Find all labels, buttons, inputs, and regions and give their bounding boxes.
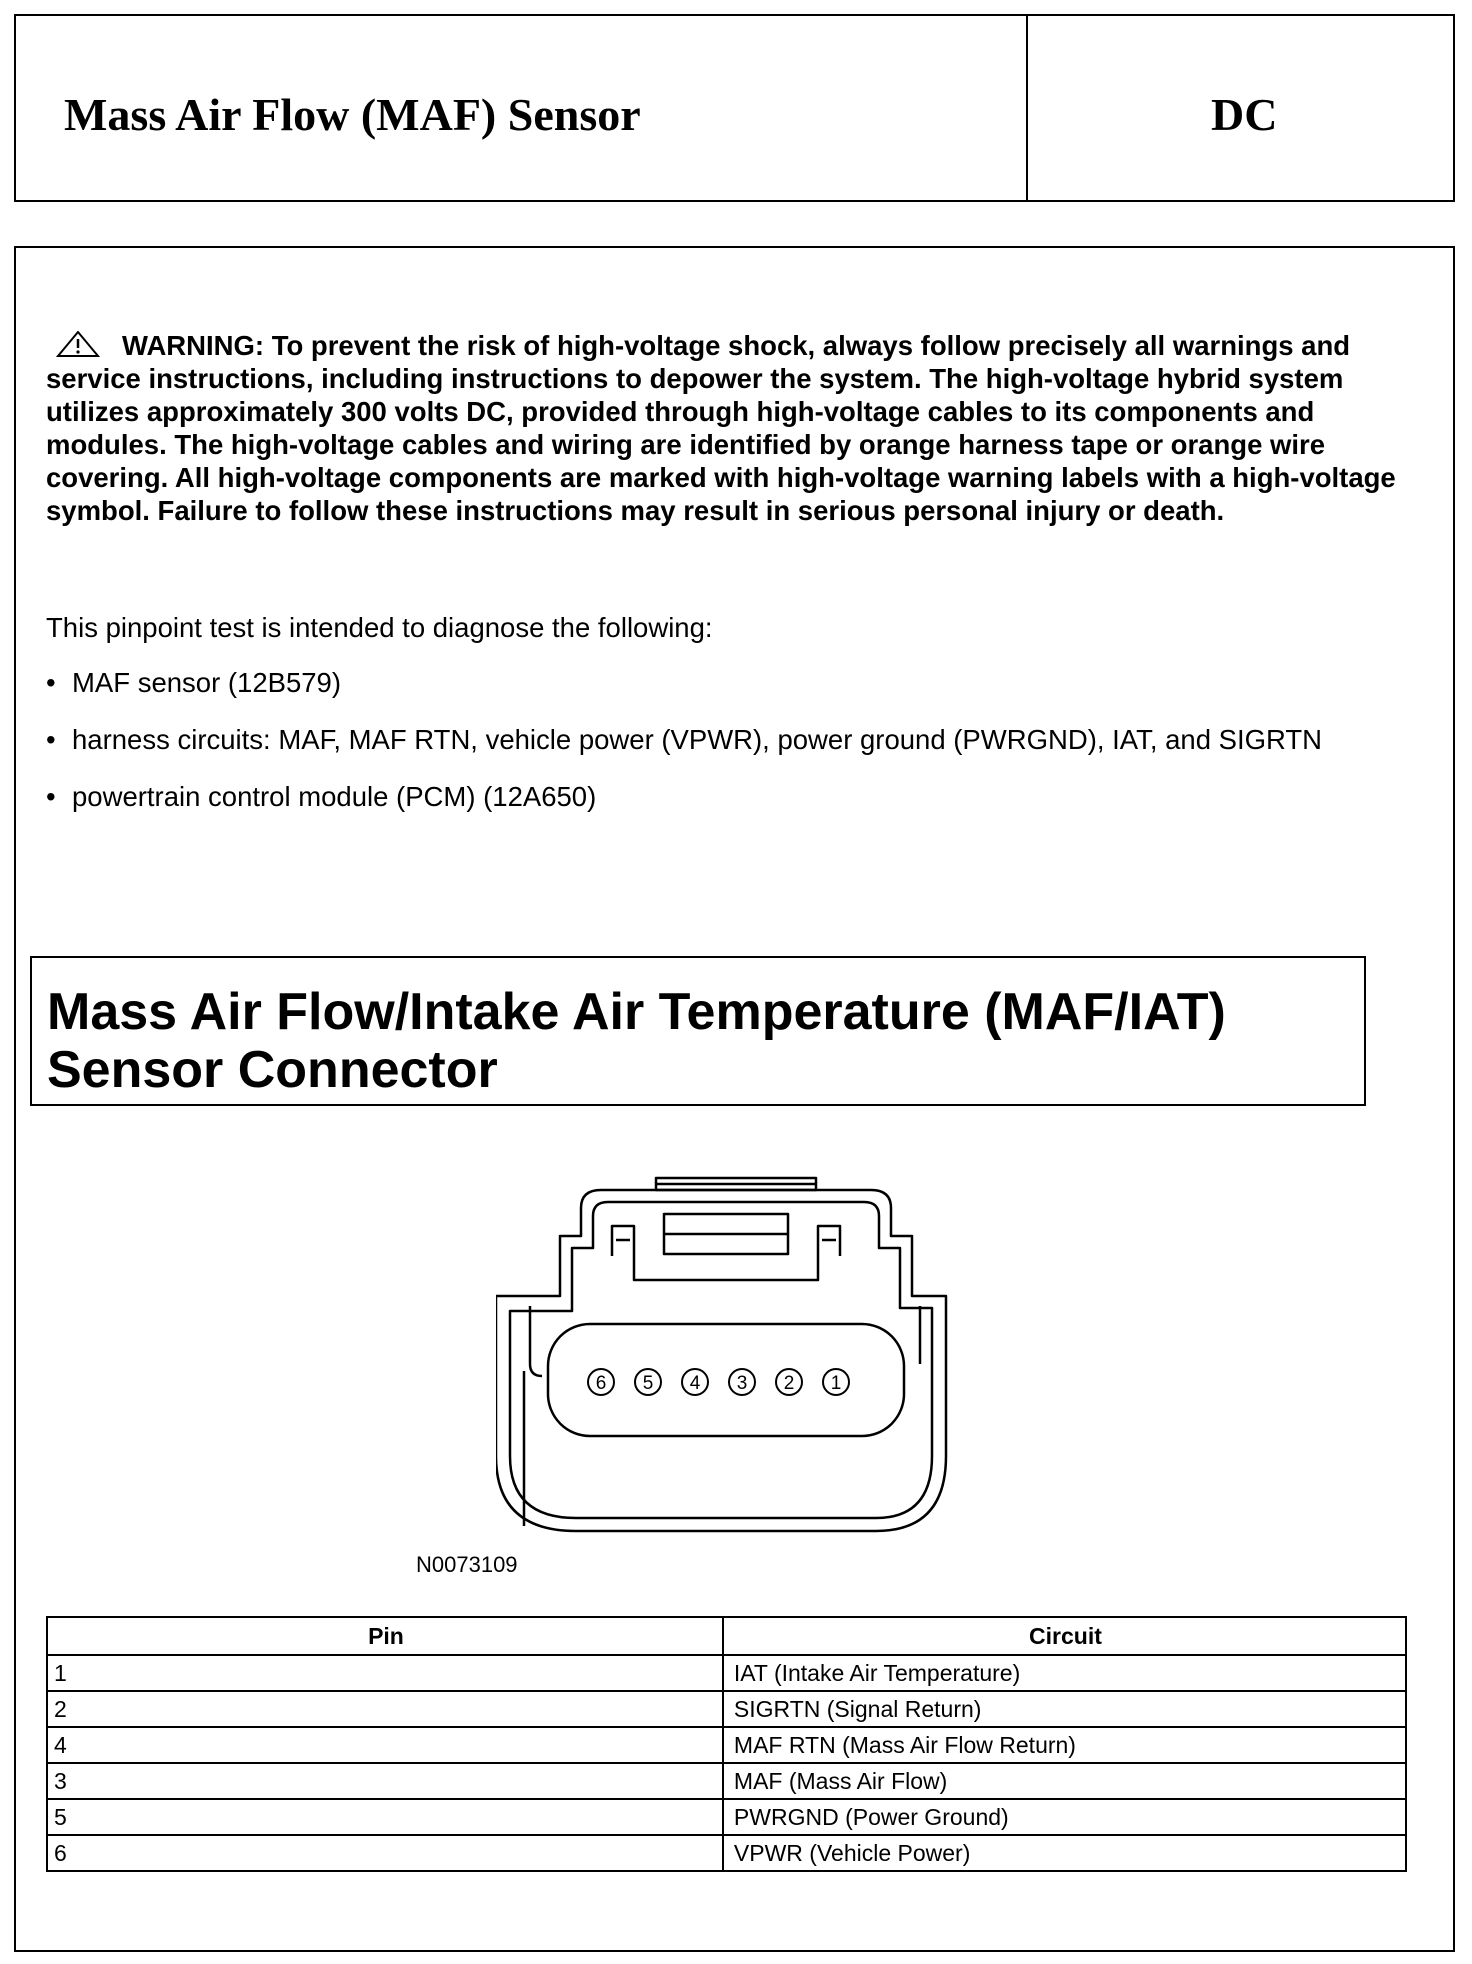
table-row [47, 1727, 1406, 1763]
bullet-list [46, 666, 1441, 837]
section-heading-box [30, 956, 1366, 1106]
section-title: Mass Air Flow/Intake Air Temperature (MAF/IAT) Sensor Connector [47, 983, 1226, 1099]
circuit-cell: IAT (Intake Air Temperature) [723, 1655, 1406, 1691]
table-header-row [47, 1617, 1406, 1655]
pin-label: 5 [642, 1373, 654, 1394]
circuit-cell: VPWR (Vehicle Power) [723, 1835, 1406, 1871]
pin-label: 4 [689, 1373, 701, 1394]
intro-text: This pinpoint test is intended to diagnose the following: [46, 612, 713, 643]
warning-block [46, 329, 1441, 527]
connector-left-step [524, 1306, 542, 1526]
table-row [47, 1799, 1406, 1835]
page-title: Mass Air Flow (MAF) Sensor [64, 89, 641, 140]
section-code: DC [1211, 89, 1278, 140]
connector-housing-inner [510, 1202, 932, 1518]
connector-diagram [496, 1156, 956, 1546]
page-header [14, 14, 1455, 202]
header-divider [1026, 16, 1028, 200]
list-item: • harness circuits: MAF, MAF RTN, vehicle power (VPWR), power ground (PWRGND), IAT, and SIGRTN [46, 723, 1441, 756]
pin-label: 3 [736, 1373, 748, 1394]
column-header-circuit: Circuit [723, 1617, 1406, 1655]
pin-row [588, 1369, 849, 1395]
circuit-cell: MAF RTN (Mass Air Flow Return) [723, 1727, 1406, 1763]
table-row [47, 1655, 1406, 1691]
pin-cell: 1 [47, 1655, 723, 1691]
circuit-cell: PWRGND (Power Ground) [723, 1799, 1406, 1835]
column-header-pin: Pin [47, 1617, 723, 1655]
list-item: • MAF sensor (12B579) [46, 666, 1441, 699]
table-row [47, 1691, 1406, 1727]
pin-label: 1 [830, 1373, 842, 1394]
pin-cell: 4 [47, 1727, 723, 1763]
pin-cell: 5 [47, 1799, 723, 1835]
circuit-cell: MAF (Mass Air Flow) [723, 1763, 1406, 1799]
warning-triangle-icon [56, 331, 100, 357]
content-box [14, 246, 1455, 1952]
circuit-cell: SIGRTN (Signal Return) [723, 1691, 1406, 1727]
table-row [47, 1763, 1406, 1799]
warning-text: WARNING: To prevent the risk of high-voltage shock, always follow precisely all warnings and service instructions, including instructions to depower the system. The high-voltage hybrid system utilizes approximately 300 volts DC, provided through high-voltage cables to its components and modules. The high-voltage cables and wiring are identified by orange harness tape or orange wire covering. All high-voltage components are marked with high-voltage warning labels with a high-voltage symbol. Failure to follow these instructions may result in serious personal injury or death. [46, 330, 1396, 526]
list-item: • powertrain control module (PCM) (12A650) [46, 780, 1441, 813]
pin-cell: 3 [47, 1763, 723, 1799]
pin-cell: 6 [47, 1835, 723, 1871]
pin-label: 2 [783, 1373, 795, 1394]
pin-label: 6 [595, 1373, 607, 1394]
figure-id: N0073109 [416, 1552, 518, 1577]
table-row [47, 1835, 1406, 1871]
pin-table [46, 1616, 1407, 1872]
pin-cell: 2 [47, 1691, 723, 1727]
